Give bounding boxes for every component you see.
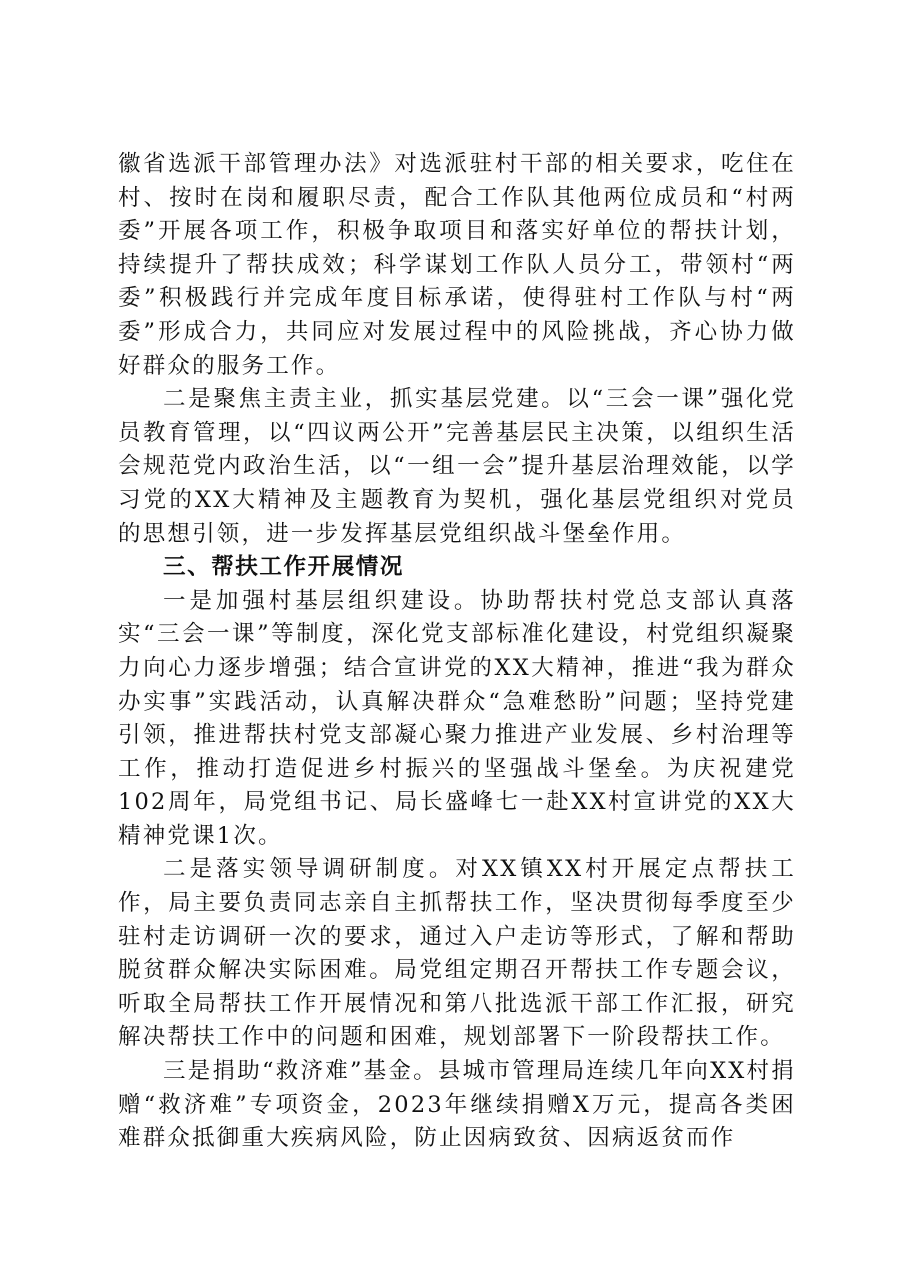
paragraph-party-building: 二是聚焦主责主业，抓实基层党建。以“三会一课”强化党员教育管理，以“四议两公开”完善基层民主决策，以组织生活会规范党内政治生活，以“一组一会”提升基层治理效能，以学习党的XX大精神及主题教育为契机，强化基层党组织对党员的思想引领，进一步发挥基层党组织战斗堡垒作用。 xyxy=(118,386,796,547)
paragraph-village-organization: 一是加强村基层组织建设。协助帮扶村党总支部认真落实“三会一课”等制度，深化党支部标准化建设，村党组织凝聚力向心力逐步增强；结合宣讲党的XX大精神，推进“我为群众办实事”实践活动，认真解决群众“急难愁盼”问题；坚持党建引领，推进帮扶村党支部凝心聚力推进产业发展、乡村治理等工作，推动打造促进乡村振兴的坚强战斗堡垒。为庆祝建党102周年，局党组书记、局长盛峰七一赴XX村宣讲党的XX大精神党课1次。 xyxy=(118,587,796,849)
document-body xyxy=(118,148,796,1156)
paragraph-relief-fund: 三是捐助“救济难”基金。县城市管理局连续几年向XX村捐赠“救济难”专项资金，2023年继续捐赠X万元，提高各类困难群众抵御重大疾病风险，防止因病致贫、因病返贫而作 xyxy=(118,1058,796,1152)
section-heading-assistance: 三、帮扶工作开展情况 xyxy=(163,554,405,581)
paragraph-continuation: 徽省选派干部管理办法》对选派驻村干部的相关要求，吃住在村、按时在岗和履职尽责，配合工作队其他两位成员和“村两委”开展各项工作，积极争取项目和落实好单位的帮扶计划，持续提升了帮扶成效；科学谋划工作队人员分工，带领村“两委”积极践行并完成年度目标承诺，使得驻村工作队与村“两委”形成合力，共同应对发展过程中的风险挑战，齐心协力做好群众的服务工作。 xyxy=(118,151,796,379)
paragraph-leadership-research: 二是落实领导调研制度。对XX镇XX村开展定点帮扶工作，局主要负责同志亲自主抓帮扶工作，坚决贯彻每季度至少驻村走访调研一次的要求，通过入户走访等形式，了解和帮助脱贫群众解决实际困难。局党组定期召开帮扶工作专题会议，听取全局帮扶工作开展情况和第八批选派干部工作汇报，研究解决帮扶工作中的问题和困难，规划部署下一阶段帮扶工作。 xyxy=(118,856,796,1051)
